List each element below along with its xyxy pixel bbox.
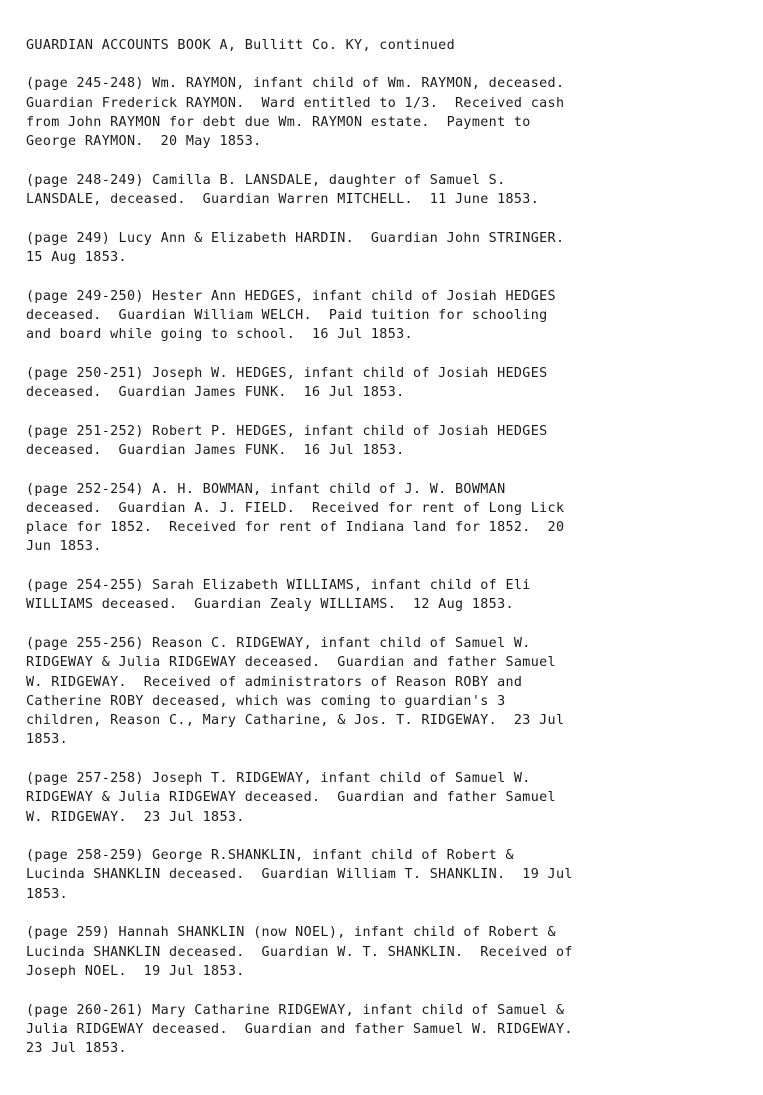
entry-line: Lucinda SHANKLIN deceased. Guardian W. T. SHANKLIN. Received of: [26, 944, 573, 960]
guardian-entry: [26, 634, 746, 750]
entry-line: (page 259) Hannah SHANKLIN (now NOEL), infant child of Robert &: [26, 925, 556, 941]
entry-line: W. RIDGEWAY. Received of administrators of Reason ROBY and: [26, 674, 523, 690]
document-title: GUARDIAN ACCOUNTS BOOK A, Bullitt Co. KY, continued: [26, 38, 456, 53]
entry-line: WILLIAMS deceased. Guardian Zealy WILLIAMS. 12 Aug 1853.: [26, 597, 514, 613]
entry-line: children, Reason C., Mary Catharine, & Jos. T. RIDGEWAY. 23 Jul: [26, 713, 565, 729]
entry-line: (page 251-252) Robert P. HEDGES, infant child of Josiah HEDGES: [26, 423, 548, 439]
entries-list: [26, 74, 746, 1058]
entry-line: (page 245-248) Wm. RAYMON, infant child of Wm. RAYMON, deceased.: [26, 76, 565, 92]
entry-line: Catherine ROBY deceased, which was coming to guardian's 3: [26, 693, 506, 709]
entry-line: (page 250-251) Joseph W. HEDGES, infant child of Josiah HEDGES: [26, 365, 548, 381]
entry-line: LANSDALE, deceased. Guardian Warren MITCHELL. 11 June 1853.: [26, 192, 540, 208]
entry-line: Julia RIDGEWAY deceased. Guardian and father Samuel W. RIDGEWAY.: [26, 1021, 573, 1037]
entry-line: (page 252-254) A. H. BOWMAN, infant child of J. W. BOWMAN: [26, 481, 506, 497]
entry-line: (page 255-256) Reason C. RIDGEWAY, infant child of Samuel W.: [26, 635, 531, 651]
entry-line: (page 258-259) George R.SHANKLIN, infant child of Robert &: [26, 848, 514, 864]
entry-line: 15 Aug 1853.: [26, 249, 127, 265]
entry-line: Guardian Frederick RAYMON. Ward entitled to 1/3. Received cash: [26, 95, 565, 111]
entry-line: deceased. Guardian James FUNK. 16 Jul 1853.: [26, 385, 405, 401]
guardian-entry: [26, 1001, 746, 1059]
guardian-entry: [26, 769, 746, 827]
entry-line: place for 1852. Received for rent of Indiana land for 1852. 20: [26, 520, 565, 536]
guardian-entry: [26, 422, 746, 461]
entry-line: (page 248-249) Camilla B. LANSDALE, daughter of Samuel S.: [26, 172, 506, 188]
guardian-entry: [26, 74, 746, 151]
entry-line: Lucinda SHANKLIN deceased. Guardian William T. SHANKLIN. 19 Jul: [26, 867, 573, 883]
guardian-entry: [26, 287, 746, 345]
entry-line: (page 249-250) Hester Ann HEDGES, infant child of Josiah HEDGES: [26, 288, 556, 304]
entry-line: 1853.: [26, 886, 69, 902]
document-page: [26, 36, 746, 1078]
guardian-entry: [26, 229, 746, 268]
entry-line: (page 249) Lucy Ann & Elizabeth HARDIN. Guardian John STRINGER.: [26, 230, 565, 246]
entry-line: Joseph NOEL. 19 Jul 1853.: [26, 963, 245, 979]
entry-line: George RAYMON. 20 May 1853.: [26, 134, 262, 150]
entry-line: 23 Jul 1853.: [26, 1041, 127, 1057]
entry-line: and board while going to school. 16 Jul 1853.: [26, 327, 413, 343]
entry-line: RIDGEWAY & Julia RIDGEWAY deceased. Guardian and father Samuel: [26, 655, 556, 671]
entry-line: RIDGEWAY & Julia RIDGEWAY deceased. Guardian and father Samuel: [26, 790, 556, 806]
guardian-entry: [26, 364, 746, 403]
guardian-entry: [26, 480, 746, 557]
entry-line: (page 260-261) Mary Catharine RIDGEWAY, infant child of Samuel &: [26, 1002, 565, 1018]
entry-line: deceased. Guardian James FUNK. 16 Jul 1853.: [26, 442, 405, 458]
entry-line: (page 254-255) Sarah Elizabeth WILLIAMS, infant child of Eli: [26, 578, 531, 594]
guardian-entry: [26, 171, 746, 210]
entry-line: W. RIDGEWAY. 23 Jul 1853.: [26, 809, 245, 825]
entry-line: 1853.: [26, 732, 69, 748]
entry-line: deceased. Guardian William WELCH. Paid tuition for schooling: [26, 307, 548, 323]
guardian-entry: [26, 576, 746, 615]
entry-line: from John RAYMON for debt due Wm. RAYMON estate. Payment to: [26, 114, 531, 130]
guardian-entry: [26, 923, 746, 981]
entry-line: Jun 1853.: [26, 539, 102, 555]
entry-line: deceased. Guardian A. J. FIELD. Received for rent of Long Lick: [26, 500, 565, 516]
entry-line: (page 257-258) Joseph T. RIDGEWAY, infant child of Samuel W.: [26, 770, 531, 786]
guardian-entry: [26, 846, 746, 904]
